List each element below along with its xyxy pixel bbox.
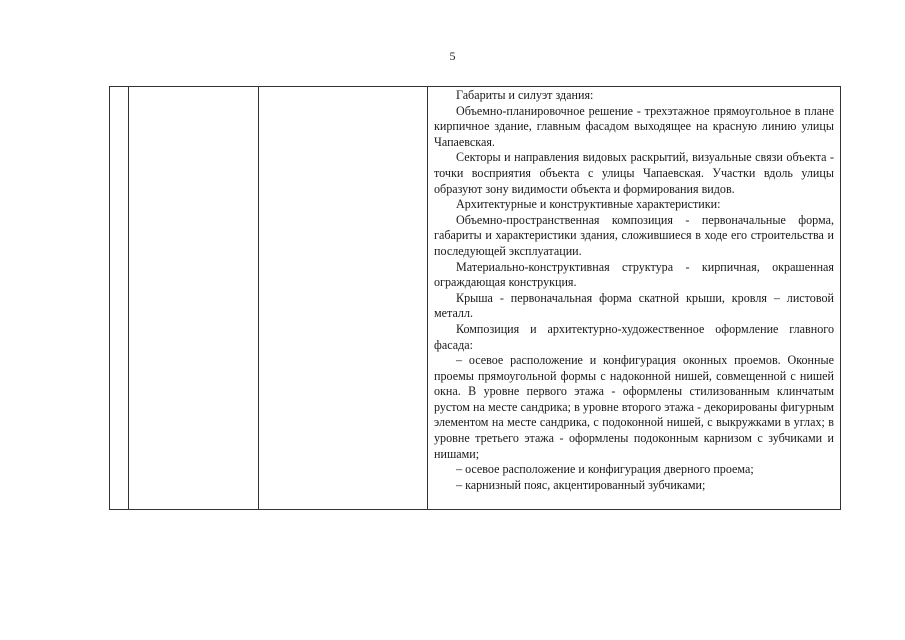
- column-divider-1: [128, 87, 129, 509]
- document-table: [109, 86, 841, 510]
- paragraph-facade-heading: Композиция и архитектурно-художественное оформление главного фасада:: [434, 321, 834, 352]
- paragraph-dimensions-heading: Габариты и силуэт здания:: [456, 88, 594, 102]
- paragraph-spatial-composition: Объемно-пространственная композиция - первоначальные форма, габариты и характеристики здания, сложившиеся в ходе его строительства и последующей эксплуатации.: [434, 212, 834, 258]
- description-cell: [428, 87, 840, 509]
- paragraph-architectural-heading: Архитектурные и конструктивные характеристики:: [456, 197, 721, 212]
- page-number: 5: [449, 49, 456, 63]
- bullet-cornice-belt: – карнизный пояс, акцентированный зубчиками;: [456, 477, 706, 492]
- paragraph-view-sectors: Секторы и направления видовых раскрытий, визуальные связи объекта - точки восприятия объекта с улицы Чапаевская. Участки вдоль улицы образуют зону видимости объекта и формирования видов.: [434, 150, 834, 196]
- bullet-window-openings: – осевое расположение и конфигурация оконных проемов. Оконные проемы прямоугольной формы с надоконной нишей, совмещенной с нишей окна. В уровне первого этажа - оформлены стилизованным клинчатым рустом на месте сандрика; в уровне второго этажа - декорированы фигурным элементом на месте сандрика, с подоконной нишей, с выкружками в углах; в уровне третьего этажа - оформлены подоконным карнизом с зубчиками и нишами;: [434, 353, 834, 461]
- paragraph-roof: Крыша - первоначальная форма скатной крыши, кровля – листовой металл.: [434, 290, 834, 321]
- paragraph-material-structure: Материально-конструктивная структура - кирпичная, окрашенная ограждающая конструкция.: [434, 259, 834, 290]
- column-divider-2: [258, 87, 259, 509]
- paragraph-planning-solution: Объемно-планировочное решение - трехэтажное прямоугольное в плане кирпичное здание, главным фасадом выходящее на красную линию улицы Чапаевская.: [434, 103, 834, 149]
- bullet-door-opening: – осевое расположение и конфигурация дверного проема;: [456, 462, 754, 477]
